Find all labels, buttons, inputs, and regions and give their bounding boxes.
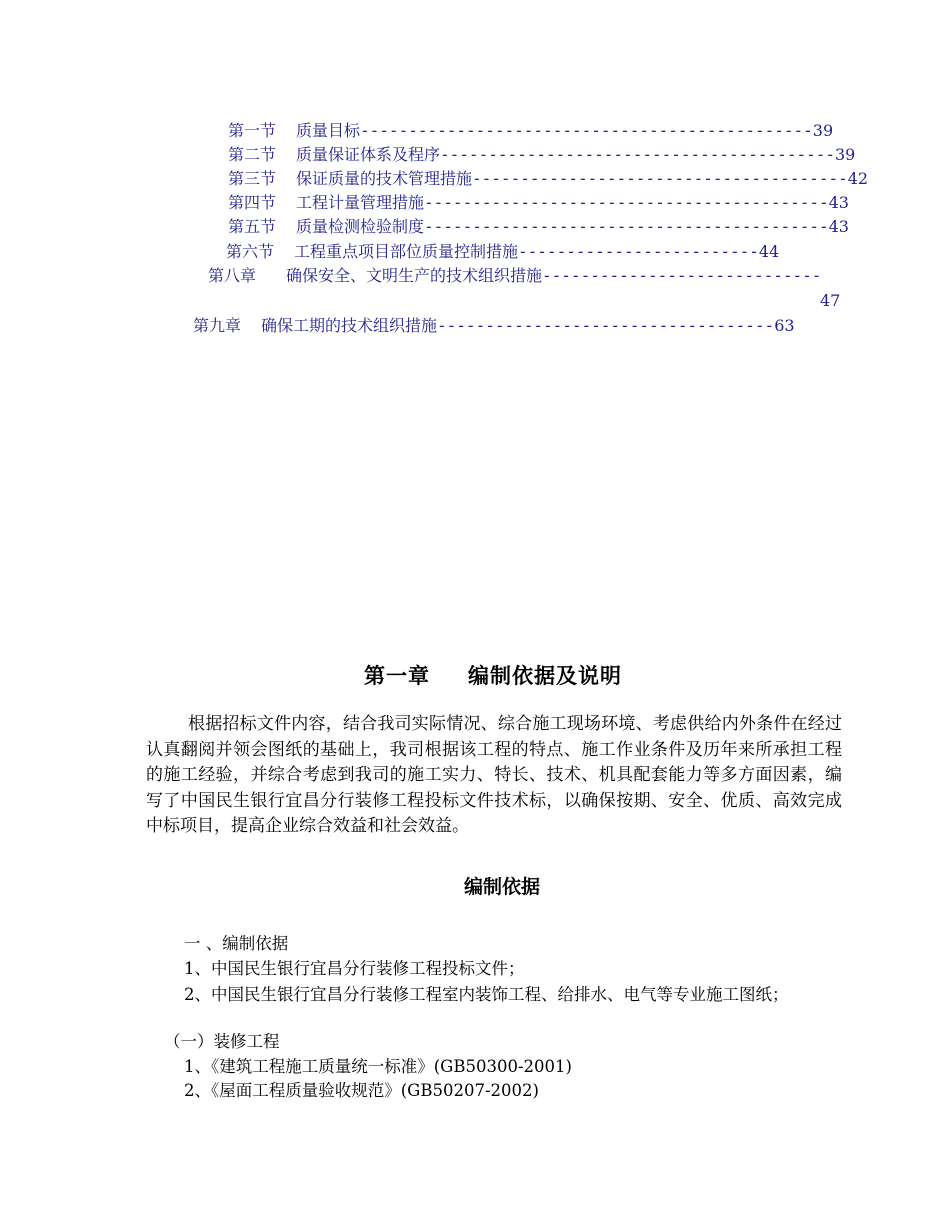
chapter-heading <box>0 660 950 690</box>
toc-entry-page-wrapped <box>820 290 840 312</box>
toc-entry-page: 39 <box>834 145 856 164</box>
toc-entry-title: 确保安全、文明生产的技术组织措施 <box>286 266 543 285</box>
toc-entry-page: 42 <box>847 169 869 188</box>
toc-entry-leader: ----------------------------- <box>542 266 822 285</box>
toc-entry-title: 工程计量管理措施 <box>296 193 425 212</box>
toc-entry-leader: ------------------------------------------ <box>424 193 829 212</box>
toc-entry-title: 保证质量的技术管理措施 <box>296 169 473 188</box>
list-item: 1、中国民生银行宜昌分行装修工程投标文件； <box>184 959 525 978</box>
toc-entry[interactable] <box>228 192 849 214</box>
toc-entry-title: 确保工期的技术组织措施 <box>261 316 438 335</box>
chapter-title: 编制依据及说明 <box>468 663 622 688</box>
toc-entry[interactable] <box>228 168 868 190</box>
toc-entry-leader: ----------------------------------------- <box>440 145 835 164</box>
toc-entry-page: 44 <box>758 242 780 261</box>
intro-paragraph: 根据招标文件内容，结合我司实际情况、综合施工现场环境、考虑供给内外条件在经过认真翻阅并领会图纸的基础上，我司根据该工程的特点、施工作业条件及历年来所承担工程的施工经验，并综合考虑到我司的施工实力、特长、技术、机具配套能力等多方面因素，编写了中国民生银行宜昌分行装修工程投标文件技术标，以确保按期、安全、优质、高效完成中标项目，提高企业综合效益和社会效益。 <box>146 714 842 836</box>
subsection-heading: （一）装修工程 <box>164 1032 280 1051</box>
toc-entry-label: 第四节 <box>228 193 277 212</box>
chapter-label: 第一章 <box>364 663 430 688</box>
toc-entry[interactable] <box>228 216 849 238</box>
toc-entry[interactable] <box>228 144 855 166</box>
toc-entry-leader: ----------------------------------- <box>437 316 775 335</box>
toc-entry-leader: --------------------------------------- <box>472 169 848 188</box>
toc-entry-leader: ------------------------------------------ <box>424 217 829 236</box>
toc-entry-page: 43 <box>828 217 849 236</box>
toc-entry-title: 质量目标 <box>296 121 361 140</box>
toc-entry-label: 第六节 <box>226 242 275 261</box>
toc-entry-page: 43 <box>828 193 849 212</box>
toc-entry-page: 63 <box>774 316 795 335</box>
list-item: 2、《屋面工程质量验收规范》(GB50207-2002) <box>184 1081 539 1100</box>
toc-entry[interactable] <box>193 315 795 337</box>
toc-entry-leader: ------------------------- <box>518 242 759 261</box>
section-heading: 编制依据 <box>463 876 540 898</box>
toc-entry-title: 工程重点项目部位质量控制措施 <box>294 242 519 261</box>
toc-entry-label: 第二节 <box>228 145 277 164</box>
toc-entry-label: 第九章 <box>193 316 242 335</box>
toc-entry-page: 47 <box>820 291 841 310</box>
list-item: 2、中国民生银行宜昌分行装修工程室内装饰工程、给排水、电气等专业施工图纸； <box>184 985 789 1004</box>
list-item: 1、《建筑工程施工质量统一标准》(GB50300-2001) <box>184 1057 572 1076</box>
toc-entry-page: 39 <box>812 121 834 140</box>
toc-entry[interactable] <box>208 265 821 287</box>
toc-entry-leader: ----------------------------------------------- <box>360 121 813 140</box>
toc-entry-title: 质量检测检验制度 <box>296 217 425 236</box>
toc-entry-label: 第三节 <box>228 169 277 188</box>
toc-entry-title: 质量保证体系及程序 <box>296 145 441 164</box>
toc-entry[interactable] <box>228 120 833 142</box>
toc-entry-label: 第一节 <box>228 121 277 140</box>
toc-entry-label: 第五节 <box>228 217 277 236</box>
section-subheading: 一 、编制依据 <box>184 934 289 953</box>
toc-entry[interactable] <box>226 241 779 263</box>
toc-entry-label: 第八章 <box>208 266 257 285</box>
